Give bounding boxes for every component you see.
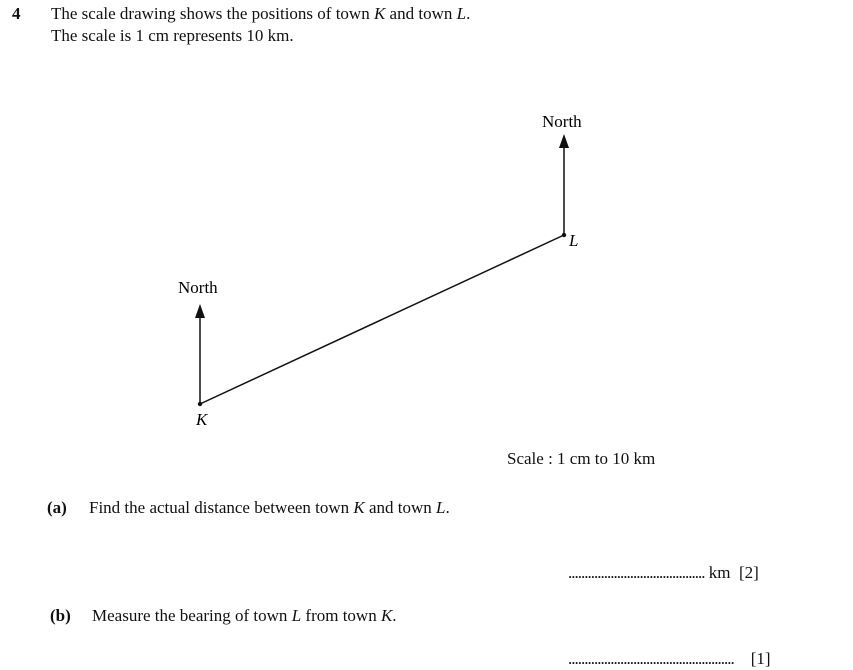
north-label-l: North [542,112,582,131]
part-b-text: Measure the bearing of town [92,606,292,625]
intro-text: . [466,4,471,23]
part-a-label: (a) [47,498,67,517]
part-b-town-k: K [380,606,393,625]
north-label-k: North [178,278,218,297]
intro-town-l: L [456,4,467,23]
part-b-answer-line[interactable] [568,649,771,669]
part-b-text: from town [301,606,381,625]
town-l-label: L [569,231,579,250]
intro-text: and town [385,4,457,23]
north-arrowhead-k [195,304,205,318]
part-a-town-k: K [353,498,365,517]
part-b-question [50,606,397,626]
part-b-label: (b) [50,606,71,625]
answer-dots[interactable]: .......................................... [568,563,705,582]
question-intro-line2: The scale is 1 cm represents 10 km. [51,26,294,45]
marks-b: [1] [750,649,771,668]
line-k-to-l [200,235,564,404]
answer-unit: km [708,563,731,582]
part-a-text: . [445,498,450,517]
part-a-town-l: L [436,498,446,517]
marks-a: [2] [738,563,759,582]
north-arrowhead-l [559,134,569,148]
part-b-text: . [392,606,397,625]
answer-dots[interactable]: ................................................... [568,649,734,668]
part-a-text: Find the actual distance between town [89,498,354,517]
question-number: 4 [12,4,21,23]
part-b-town-l: L [291,606,302,625]
intro-town-k: K [373,4,386,23]
town-k-label: K [196,410,208,429]
point-k [198,402,202,406]
point-l [562,233,566,237]
part-a-answer-line[interactable] [568,563,759,583]
part-a-text: and town [364,498,437,517]
scale-caption: Scale : 1 cm to 10 km [507,449,656,468]
intro-text: The scale drawing shows the positions of town [51,4,374,23]
part-a-question [47,498,450,518]
